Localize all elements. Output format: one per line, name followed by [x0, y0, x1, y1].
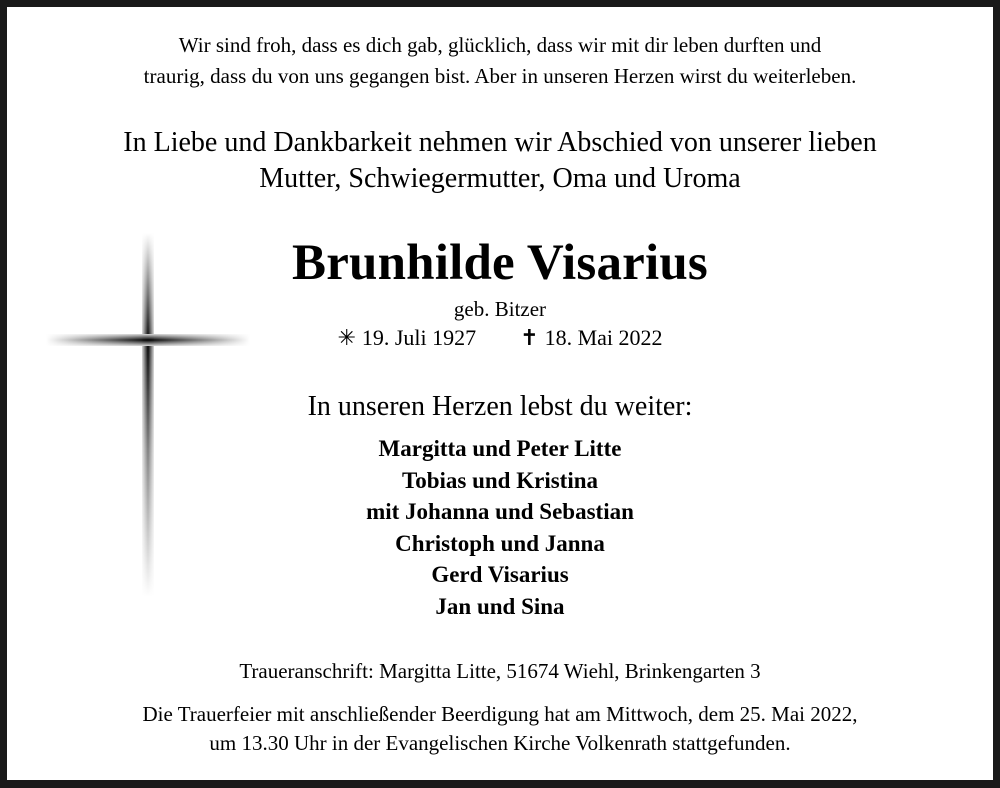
mourner-item: Margitta und Peter Litte — [378, 436, 622, 461]
ceremony-line-2: um 13.30 Uhr in der Evangelischen Kirche Volkenrath stattgefunden. — [209, 731, 791, 755]
mourner-item: mit Johanna und Sebastian — [366, 499, 634, 524]
heart-line: In unseren Herzen lebst du weiter: — [307, 391, 693, 422]
mourner-item: Christoph und Janna — [395, 530, 605, 556]
birth-star-icon: ✳ — [337, 325, 356, 350]
mourner-item: Tobias und Kristina — [401, 467, 599, 493]
ceremony-notice — [0, 700, 1000, 758]
deceased-name: Brunhilde Visarius — [292, 235, 708, 291]
birth-date: 19. Juli 1927 — [361, 325, 477, 350]
farewell-line-2: Mutter, Schwiegermutter, Oma und Uroma — [259, 163, 741, 194]
death-cross-icon: ✝ — [520, 325, 539, 350]
mourners-list — [0, 433, 1000, 622]
death-date: 18. Mai 2022 — [544, 325, 663, 350]
mourner-item: Jan und Sina — [435, 593, 565, 619]
mourner-item: Gerd Visarius — [431, 562, 569, 587]
ceremony-line-1: Die Trauerfeier mit anschließender Beerdigung hat am Mittwoch, dem 25. Mai 2022, — [142, 702, 858, 726]
farewell-text — [0, 125, 1000, 197]
maiden-name: geb. Bitzer — [453, 297, 547, 321]
intro-line-2: traurig, dass du von uns gegangen bist. Aber in unseren Herzen wirst du weiterleben. — [143, 64, 857, 88]
mourning-address: Traueranschrift: Margitta Litte, 51674 Wiehl, Brinkengarten 3 — [239, 659, 761, 683]
farewell-line-1: In Liebe und Dankbarkeit nehmen wir Abschied von unserer lieben — [123, 127, 877, 158]
intro-line-1: Wir sind froh, dass es dich gab, glücklich, dass wir mit dir leben durften und — [178, 33, 822, 57]
intro-text — [0, 30, 1000, 92]
life-dates — [0, 324, 1000, 352]
